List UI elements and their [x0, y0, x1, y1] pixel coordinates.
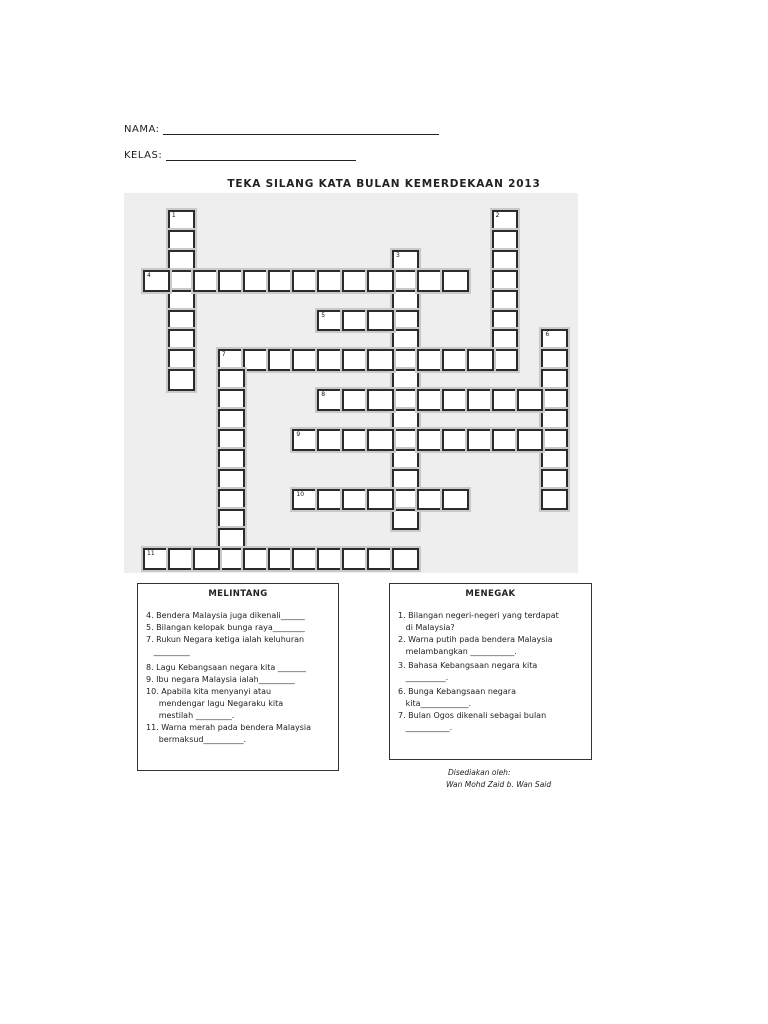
crossword-cell[interactable]: [317, 349, 344, 371]
clue-number: 10: [296, 490, 305, 498]
across-clue-line: 9. Ibu negara Malaysia ialah_________: [146, 675, 295, 684]
crossword-cell[interactable]: [492, 310, 519, 332]
crossword-cell[interactable]: [193, 270, 220, 292]
crossword-cell[interactable]: [442, 389, 469, 411]
down-clue-line: 1. Bilangan negeri-negeri yang terdapat: [398, 611, 559, 620]
across-clue-line: 8. Lagu Kebangsaan negara kita _______: [146, 663, 306, 672]
crossword-cell[interactable]: [243, 270, 270, 292]
crossword-cell[interactable]: [342, 548, 369, 570]
crossword-cell[interactable]: [367, 310, 394, 332]
crossword-cell[interactable]: [268, 270, 295, 292]
crossword-cell[interactable]: [367, 548, 394, 570]
crossword-cell[interactable]: [292, 489, 319, 511]
across-clue-line: bermaksud__________.: [146, 735, 247, 744]
crossword-cell[interactable]: [342, 429, 369, 451]
clue-number: 1: [171, 212, 176, 219]
crossword-cell[interactable]: [143, 548, 170, 570]
clue-number: 3: [396, 251, 400, 259]
class-field: [124, 150, 356, 161]
credit-line-prepared-by: Disediakan oleh:: [448, 768, 511, 777]
crossword-cell[interactable]: [218, 389, 245, 411]
clue-number: 2: [495, 212, 500, 219]
crossword-cell[interactable]: [168, 329, 195, 351]
crossword-cell[interactable]: [442, 429, 469, 451]
crossword-cell[interactable]: [367, 349, 394, 371]
crossword-cell[interactable]: [317, 429, 344, 451]
crossword-cell[interactable]: [492, 349, 519, 371]
crossword-cell[interactable]: [342, 489, 369, 511]
crossword-cell[interactable]: [417, 389, 444, 411]
name-label: NAMA:: [124, 124, 160, 135]
crossword-cell[interactable]: [218, 449, 245, 471]
crossword-cell[interactable]: [367, 270, 394, 292]
crossword-cell[interactable]: [317, 310, 344, 332]
crossword-cell[interactable]: [317, 270, 344, 292]
crossword-cell[interactable]: [392, 389, 419, 411]
clue-number: 7: [221, 351, 226, 359]
crossword-cell[interactable]: [392, 429, 419, 451]
clue-number: 5: [321, 311, 326, 319]
crossword-cell[interactable]: [168, 369, 195, 391]
crossword-cell[interactable]: [492, 210, 519, 232]
crossword-cell[interactable]: [218, 369, 245, 391]
name-blank-line[interactable]: [163, 124, 439, 135]
crossword-cell[interactable]: [392, 310, 419, 332]
crossword-cell[interactable]: [392, 329, 419, 351]
crossword-cell[interactable]: [292, 270, 319, 292]
clue-number: 8: [321, 391, 326, 399]
crossword-cell[interactable]: [218, 270, 245, 292]
crossword-cell[interactable]: [268, 349, 295, 371]
crossword-cell[interactable]: [168, 210, 195, 232]
crossword-cell[interactable]: [218, 528, 245, 550]
crossword-cell[interactable]: [268, 548, 295, 570]
crossword-cell[interactable]: [392, 270, 419, 292]
crossword-cell[interactable]: [517, 429, 544, 451]
crossword-cell[interactable]: [218, 429, 245, 451]
crossword-cell[interactable]: [392, 449, 419, 471]
crossword-cell[interactable]: [342, 389, 369, 411]
across-heading: MELINTANG: [208, 589, 268, 599]
crossword-cell[interactable]: [367, 389, 394, 411]
down-clue-line: 2. Warna putih pada bendera Malaysia: [398, 635, 553, 644]
crossword-cell[interactable]: [168, 548, 195, 570]
crossword-cell[interactable]: [541, 389, 568, 411]
class-blank-line[interactable]: [166, 150, 356, 161]
down-clue-line: melambangkan ___________.: [398, 647, 517, 656]
crossword-cell[interactable]: [417, 349, 444, 371]
crossword-cell[interactable]: [392, 409, 419, 431]
crossword-cell[interactable]: [392, 509, 419, 531]
clue-number: 11: [147, 550, 155, 558]
crossword-cell[interactable]: [392, 290, 419, 312]
down-clues-box: [389, 583, 592, 760]
across-clues-box: [137, 583, 339, 771]
crossword-cell[interactable]: [168, 290, 195, 312]
across-clue-line: mestilah _________.: [146, 711, 235, 720]
crossword-cell[interactable]: [218, 489, 245, 511]
credit: [446, 767, 551, 791]
crossword-cell[interactable]: [492, 389, 519, 411]
crossword-cell[interactable]: [541, 369, 568, 391]
crossword-cell[interactable]: [392, 349, 419, 371]
crossword-cell[interactable]: [317, 548, 344, 570]
crossword-cell[interactable]: [218, 509, 245, 531]
crossword-cell[interactable]: [492, 429, 519, 451]
crossword-cell[interactable]: [342, 270, 369, 292]
crossword-cell[interactable]: [292, 548, 319, 570]
across-clue-line: 5. Bilangan kelopak bunga raya________: [146, 623, 305, 632]
crossword-cell[interactable]: [193, 548, 220, 570]
crossword-cell[interactable]: [417, 429, 444, 451]
crossword-cell[interactable]: [367, 429, 394, 451]
crossword-cell[interactable]: [243, 349, 270, 371]
crossword-cell[interactable]: [541, 469, 568, 491]
across-clue-line: 7. Rukun Negara ketiga ialah keluhuran: [146, 635, 305, 644]
crossword-cell[interactable]: [392, 250, 419, 272]
across-clue-line: 11. Warna merah pada bendera Malaysia: [146, 723, 312, 732]
crossword-cell[interactable]: [367, 489, 394, 511]
credit-line-author: Wan Mohd Zaid b. Wan Said: [446, 780, 552, 789]
down-clue-line: ___________.: [398, 723, 453, 732]
crossword-cell[interactable]: [243, 548, 270, 570]
crossword-cell[interactable]: [492, 230, 519, 252]
name-field: [124, 124, 439, 135]
crossword-cell[interactable]: [492, 290, 519, 312]
crossword-cell[interactable]: [492, 329, 519, 351]
crossword-cell[interactable]: [168, 230, 195, 252]
crossword-cell[interactable]: [442, 489, 469, 511]
crossword-cell[interactable]: [143, 270, 170, 292]
crossword-cell[interactable]: [541, 329, 568, 351]
across-clue-line: mendengar lagu Negaraku kita: [146, 699, 284, 708]
down-clue-line: 6. Bunga Kebangsaan negara: [398, 687, 516, 696]
crossword-cell[interactable]: [392, 469, 419, 491]
down-clue-line: 3. Bahasa Kebangsaan negara kita: [398, 661, 538, 670]
crossword-cell[interactable]: [218, 548, 245, 570]
crossword-cell[interactable]: [442, 270, 469, 292]
crossword-cell[interactable]: [218, 469, 245, 491]
down-clue-line: 7. Bulan Ogos dikenali sebagai bulan: [398, 711, 547, 720]
crossword-cell[interactable]: [168, 310, 195, 332]
crossword-cell[interactable]: [517, 389, 544, 411]
crossword-cell[interactable]: [492, 270, 519, 292]
crossword-cell[interactable]: [168, 349, 195, 371]
crossword-cell[interactable]: [467, 349, 494, 371]
down-clue-line: kita____________.: [398, 699, 472, 708]
crossword-cell[interactable]: [541, 409, 568, 431]
crossword-cell[interactable]: [218, 409, 245, 431]
crossword-cell[interactable]: [541, 489, 568, 511]
crossword-cell[interactable]: [218, 349, 245, 371]
crossword-cell[interactable]: [392, 369, 419, 391]
puzzle-title: TEKA SILANG KATA BULAN KEMERDEKAAN 2013: [227, 178, 541, 190]
crossword-cell[interactable]: [442, 349, 469, 371]
crossword-cell[interactable]: [467, 389, 494, 411]
crossword-cell[interactable]: [168, 250, 195, 272]
class-label: KELAS:: [124, 150, 163, 161]
crossword-cell[interactable]: [342, 310, 369, 332]
down-clue-line: __________.: [398, 673, 449, 682]
crossword-cell[interactable]: [417, 489, 444, 511]
crossword-cell[interactable]: [392, 548, 419, 570]
across-clue-line: 10. Apabila kita menyanyi atau: [146, 687, 272, 696]
crossword-cell[interactable]: [342, 349, 369, 371]
crossword-cell[interactable]: [541, 349, 568, 371]
across-clue-line: 4. Bendera Malaysia juga dikenali______: [146, 611, 305, 620]
clue-number: 9: [296, 430, 301, 438]
crossword-cell[interactable]: [541, 429, 568, 451]
across-clue-line: _________: [146, 647, 190, 656]
crossword-cell[interactable]: [392, 489, 419, 511]
crossword-cell[interactable]: [292, 349, 319, 371]
crossword-cell[interactable]: [317, 489, 344, 511]
crossword-cell[interactable]: [317, 389, 344, 411]
clue-number: 6: [545, 331, 550, 339]
crossword-cell[interactable]: [292, 429, 319, 451]
down-heading: MENEGAK: [465, 589, 516, 599]
crossword-cell[interactable]: [492, 250, 519, 272]
clue-number: 4: [147, 271, 151, 279]
down-clue-line: di Malaysia?: [398, 623, 455, 632]
crossword-cell[interactable]: [541, 449, 568, 471]
crossword-cell[interactable]: [168, 270, 195, 292]
crossword-cell[interactable]: [467, 429, 494, 451]
crossword-cell[interactable]: [417, 270, 444, 292]
